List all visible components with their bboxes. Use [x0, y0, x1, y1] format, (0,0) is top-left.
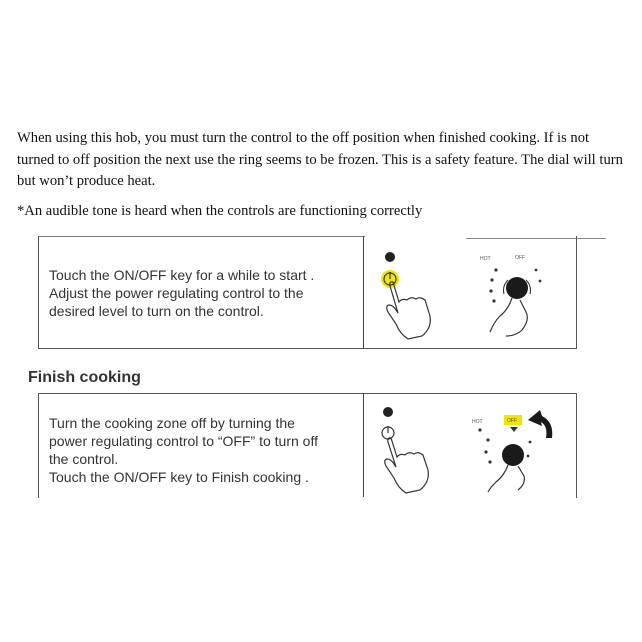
intro-paragraph: When using this hob, you must turn the control to the off position when finished cooking. If is not turned to off position the next use the ring seems to be frozen. This is a safety feature. The dial will turn but won’t produce heat. [17, 130, 623, 189]
touch-onoff-illustration [374, 402, 444, 494]
text-line: Touch the ON/OFF key to Finish cooking . [49, 469, 309, 485]
box-divider [363, 236, 364, 349]
text-line: Touch the ON/OFF key for a while to start . [49, 267, 315, 283]
start-step-instructions [49, 266, 354, 320]
indicator-dot-icon [383, 407, 393, 417]
text-line: Turn the cooking zone off by turning the [49, 415, 295, 431]
dial-hot-label: HOT [480, 256, 491, 262]
audible-tone-note: *An audible tone is heard when the controls are functioning correctly [17, 203, 423, 219]
text-line: desired level to turn on the control. [49, 303, 264, 319]
turn-arrow-icon [528, 410, 552, 438]
finish-step-instructions [49, 414, 354, 486]
indicator-dot-icon [385, 252, 395, 262]
text-line: the control. [49, 451, 119, 467]
dial-hot-label: HOT [472, 419, 483, 425]
hand-pointer-icon [387, 282, 431, 339]
hand-turning-icon [490, 298, 527, 336]
hand-turning-icon [488, 465, 524, 492]
finish-cooking-heading: Finish cooking [28, 369, 141, 386]
hand-pointer-icon [385, 438, 429, 493]
dial-to-off-illustration [468, 400, 568, 494]
text-line: Adjust the power regulating control to the [49, 285, 304, 301]
dial-knob-icon [502, 444, 524, 466]
dial-off-label: OFF [507, 418, 517, 424]
text-line: power regulating control to “OFF” to turn off [49, 433, 318, 449]
dial-off-label: OFF [515, 255, 525, 261]
power-dial-illustration [472, 250, 562, 340]
touch-onoff-illustration [374, 246, 444, 341]
box-divider [363, 393, 364, 497]
dial-knob-icon [506, 277, 528, 299]
